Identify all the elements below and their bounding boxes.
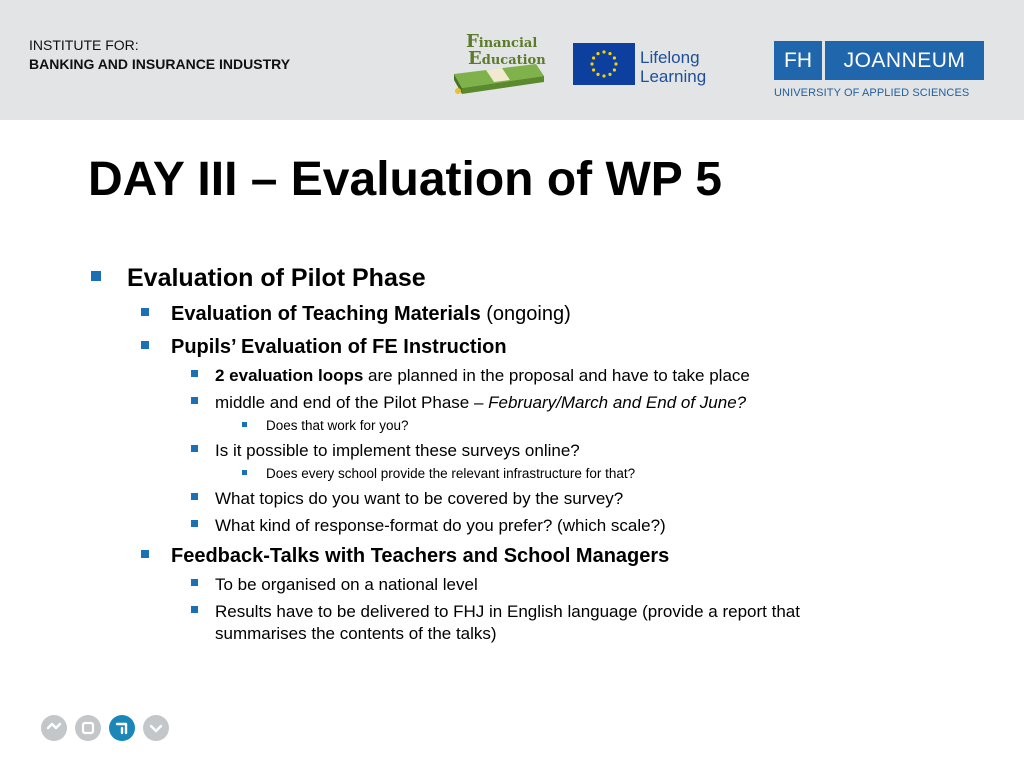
bullet-square-icon [242,422,247,427]
institute-line1: INSTITUTE FOR: [29,37,139,53]
eu-flag-icon [573,43,635,85]
bullet-survey-topics: What topics do you want to be covered by the survey? [215,488,623,510]
bullet-square-icon [91,271,101,281]
bullet-square-icon [191,445,198,452]
bullet-evaluation-loops: 2 evaluation loops are planned in the proposal and have to take place [215,365,750,387]
bullet-square-icon [242,470,247,475]
bullet-does-that-work: Does that work for you? [266,417,409,435]
bullet-teaching-materials: Evaluation of Teaching Materials (ongoing) [171,302,571,326]
financial-education-logo [446,31,546,96]
bullet-response-format: What kind of response-format do you prefer? (which scale?) [215,515,666,537]
bullet-square-icon [141,550,149,558]
fhj-logo-joanneum: JOANNEUM [825,41,984,80]
institute-line2: BANKING AND INSURANCE INDUSTRY [29,56,291,72]
lifelong-learning-text: Lifelong Learning [640,48,707,86]
bullet-square-icon [191,606,198,613]
financial-education-text: Financial Education [466,31,546,69]
back-icon[interactable] [41,715,67,741]
bullet-pupils-evaluation: Pupils’ Evaluation of FE Instruction [171,335,507,359]
bullet-square-icon [191,370,198,377]
bullet-national-level: To be organised on a national level [215,574,478,596]
fhj-logo-fh: FH [774,41,822,80]
return-icon[interactable] [109,715,135,741]
fhj-logo-subtitle: UNIVERSITY OF APPLIED SCIENCES [774,87,970,99]
header-band [0,0,1024,120]
institute-label [29,36,290,74]
bullet-square-icon [191,493,198,500]
bullet-square-icon [191,579,198,586]
bullet-square-icon [141,341,149,349]
bullet-square-icon [141,308,149,316]
bullet-infrastructure: Does every school provide the relevant infrastructure for that? [266,465,635,483]
bullet-square-icon [191,520,198,527]
slide-title: DAY III – Evaluation of WP 5 [88,153,722,206]
bullet-surveys-online: Is it possible to implement these surveys online? [215,440,580,462]
bullet-evaluation-pilot-phase: Evaluation of Pilot Phase [127,263,426,293]
bullet-middle-end-pilot: middle and end of the Pilot Phase – February/March and End of June? [215,392,746,414]
bullet-feedback-talks: Feedback-Talks with Teachers and School Managers [171,544,669,568]
bullet-square-icon [191,397,198,404]
bullet-results-delivered: Results have to be delivered to FHJ in English language (provide a report that summarises the contents of the talks) [215,601,800,645]
menu-down-icon[interactable] [143,715,169,741]
home-icon[interactable] [75,715,101,741]
